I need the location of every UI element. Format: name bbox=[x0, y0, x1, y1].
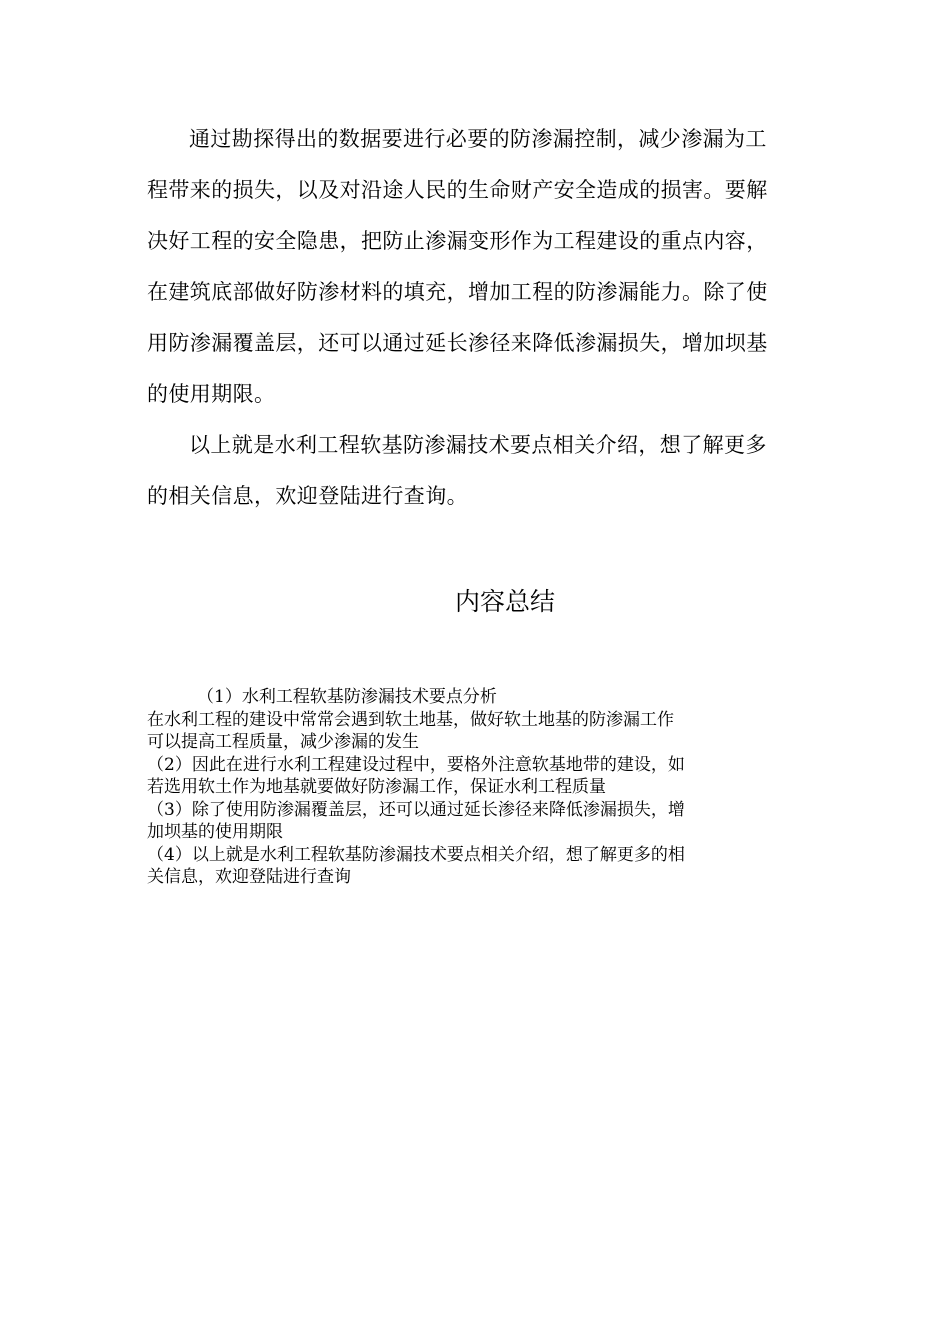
body-line: 在建筑底部做好防渗材料的填充，增加工程的防渗漏能力。除了使 bbox=[147, 280, 768, 304]
body-paragraph-1 bbox=[147, 114, 797, 420]
summary-line: 若选用软土作为地基就要做好防渗漏工作，保证水利工程质量 bbox=[147, 777, 606, 797]
summary-list bbox=[147, 686, 803, 889]
body-paragraph-2 bbox=[147, 420, 797, 522]
summary-line: （4）以上就是水利工程软基防渗漏技术要点相关介绍，想了解更多的相 bbox=[147, 844, 685, 865]
body-line: 的相关信息，欢迎登陆进行查询。 bbox=[147, 484, 468, 508]
summary-line: （1）水利工程软基防渗漏技术要点分析 bbox=[197, 687, 497, 707]
summary-line: 关信息，欢迎登陆进行查询 bbox=[147, 867, 351, 887]
summary-heading: 内容总结 bbox=[454, 587, 555, 616]
summary-line: （2）因此在进行水利工程建设过程中，要格外注意软基地带的建设，如 bbox=[147, 754, 685, 775]
summary-line: 可以提高工程质量，减少渗漏的发生 bbox=[147, 732, 419, 752]
summary-line: 加坝基的使用期限 bbox=[147, 822, 283, 842]
body-line: 以上就是水利工程软基防渗漏技术要点相关介绍，想了解更多 bbox=[189, 433, 767, 457]
summary-line: （3）除了使用防渗漏覆盖层，还可以通过延长渗径来降低渗漏损失，增 bbox=[147, 799, 685, 820]
body-line: 用防渗漏覆盖层，还可以通过延长渗径来降低渗漏损失，增加坝基 bbox=[147, 331, 768, 355]
body-line: 决好工程的安全隐患，把防止渗漏变形作为工程建设的重点内容， bbox=[147, 229, 768, 253]
body-line: 程带来的损失，以及对沿途人民的生命财产安全造成的损害。要解 bbox=[147, 178, 768, 202]
body-line: 的使用期限。 bbox=[147, 382, 276, 406]
body-line: 通过勘探得出的数据要进行必要的防渗漏控制，减少渗漏为工 bbox=[189, 127, 767, 151]
summary-line: 在水利工程的建设中常常会遇到软土地基，做好软土地基的防渗漏工作 bbox=[147, 709, 674, 730]
